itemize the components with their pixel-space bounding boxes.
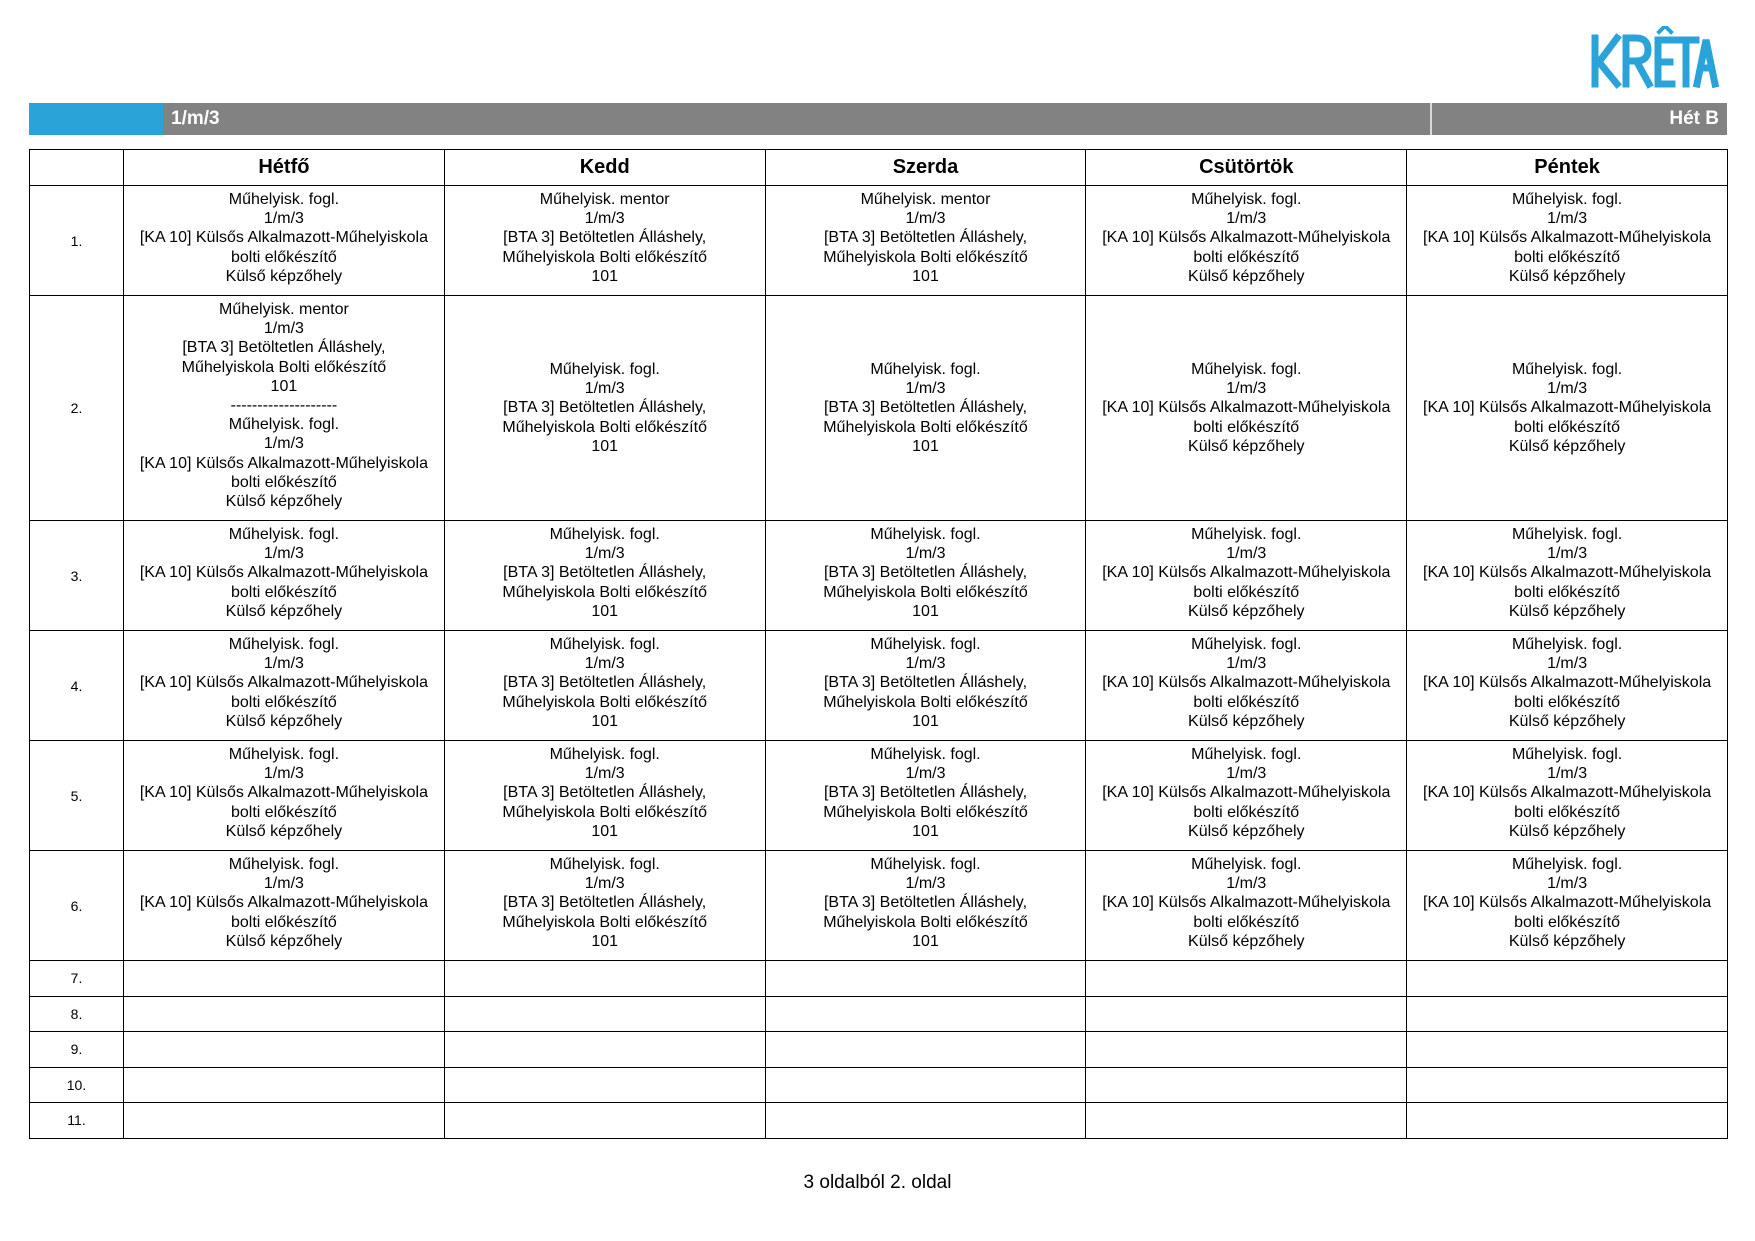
lesson-number: 9. xyxy=(30,1032,124,1068)
lesson-line: Műhelyisk. fogl. xyxy=(1511,191,1623,208)
lesson-cell xyxy=(124,741,445,851)
lesson-cell xyxy=(1086,851,1407,961)
corner-cell xyxy=(30,150,124,186)
lesson-cell xyxy=(444,296,765,521)
lesson-cell xyxy=(444,851,765,961)
lesson-line: [BTA 3] Betöltetlen Álláshely, xyxy=(823,894,1028,912)
lesson-cell xyxy=(124,1103,445,1139)
lesson-line: 1/m/3 xyxy=(263,545,304,563)
lesson-cell xyxy=(1407,296,1728,521)
lesson-number: 10. xyxy=(30,1067,124,1103)
lesson-cell xyxy=(765,1103,1086,1139)
lesson-line: [BTA 3] Betöltetlen Álláshely, xyxy=(823,564,1028,582)
lesson-line: Műhelyisk. fogl. xyxy=(549,856,660,873)
lesson-line: 1/m/3 xyxy=(1547,545,1588,563)
lesson-line: bolti előkészítő xyxy=(1514,913,1620,931)
lesson-line: Műhelyiskola Bolti előkészítő xyxy=(823,693,1028,711)
lesson-line: [KA 10] Külsős Alkalmazott-Műhelyiskola xyxy=(1423,229,1712,247)
lesson-line: Külső képzőhely xyxy=(225,602,343,620)
lesson-line: bolti előkészítő xyxy=(1514,693,1620,711)
lesson-number: 8. xyxy=(30,996,124,1032)
timetable-row xyxy=(30,996,1728,1032)
lesson-line: Műhelyisk. fogl. xyxy=(1511,856,1623,873)
lesson-line: Műhelyisk. fogl. xyxy=(1511,746,1623,763)
lesson-line: 1/m/3 xyxy=(263,875,304,893)
lesson-line: 101 xyxy=(912,822,939,840)
lesson-cell xyxy=(444,186,765,296)
lesson-line: 1/m/3 xyxy=(1226,655,1267,673)
lesson-line: [KA 10] Külsős Alkalmazott-Műhelyiskola xyxy=(1423,784,1712,802)
lesson-number: 4. xyxy=(30,631,124,741)
lesson-cell xyxy=(1407,1103,1728,1139)
lesson-cell xyxy=(1407,996,1728,1032)
lesson-cell xyxy=(444,1067,765,1103)
lesson-cell xyxy=(124,851,445,961)
lesson-line: 101 xyxy=(912,267,939,285)
lesson-line: bolti előkészítő xyxy=(230,583,337,601)
lesson-line: 1/m/3 xyxy=(905,765,946,783)
lesson-cell xyxy=(1407,1067,1728,1103)
lesson-line: Műhelyisk. fogl. xyxy=(1511,636,1623,653)
lesson-cell xyxy=(444,741,765,851)
lesson-line: [KA 10] Külsős Alkalmazott-Műhelyiskola xyxy=(139,229,428,247)
lesson-cell xyxy=(1407,961,1728,997)
timetable-row xyxy=(30,741,1728,851)
lesson-line: 1/m/3 xyxy=(584,765,625,783)
lesson-line: Műhelyisk. fogl. xyxy=(870,360,981,378)
lesson-line: Külső képzőhely xyxy=(225,493,343,511)
lesson-line: Külső képzőhely xyxy=(1188,267,1305,285)
lesson-line: [KA 10] Külsős Alkalmazott-Műhelyiskola xyxy=(139,784,428,802)
lesson-line: Külső képzőhely xyxy=(225,712,343,730)
lesson-line: bolti előkészítő xyxy=(1514,803,1620,821)
lesson-line: Külső képzőhely xyxy=(1508,712,1626,730)
lesson-line: Műhelyisk. fogl. xyxy=(549,526,660,543)
lesson-line: [KA 10] Külsős Alkalmazott-Műhelyiskola xyxy=(1423,674,1712,692)
lesson-line: bolti előkészítő xyxy=(230,473,337,491)
lesson-cell xyxy=(1407,1032,1728,1068)
week-label: Hét B xyxy=(1432,103,1727,135)
lesson-line: Műhelyisk. fogl. xyxy=(549,746,660,763)
lesson-line: 1/m/3 xyxy=(1547,765,1588,783)
lesson-line: Műhelyisk. mentor xyxy=(218,301,349,318)
lesson-cell xyxy=(124,1032,445,1068)
lesson-line: 1/m/3 xyxy=(1547,380,1588,398)
lesson-cell xyxy=(1086,296,1407,521)
lesson-line: Műhelyiskola Bolti előkészítő xyxy=(823,248,1028,266)
lesson-cell xyxy=(765,996,1086,1032)
lesson-line: 1/m/3 xyxy=(584,655,625,673)
lesson-cell xyxy=(765,296,1086,521)
lesson-line: Műhelyisk. fogl. xyxy=(228,416,340,434)
lesson-cell xyxy=(765,521,1086,631)
lesson-cell xyxy=(1086,961,1407,997)
timetable-row xyxy=(30,1103,1728,1139)
lesson-cell xyxy=(124,521,445,631)
lesson-line: 1/m/3 xyxy=(1547,875,1588,893)
lesson-line: [BTA 3] Betöltetlen Álláshely, xyxy=(823,674,1028,692)
lesson-line: [BTA 3] Betöltetlen Álláshely, xyxy=(823,229,1028,247)
lesson-line: 101 xyxy=(912,712,939,730)
lesson-line: Műhelyisk. fogl. xyxy=(549,360,660,378)
lesson-line: 1/m/3 xyxy=(1226,210,1267,228)
lesson-line: bolti előkészítő xyxy=(230,248,337,266)
lesson-line: Műhelyisk. fogl. xyxy=(1511,526,1623,543)
timetable xyxy=(29,149,1728,1139)
lesson-cell xyxy=(765,741,1086,851)
day-header: Csütörtök xyxy=(1086,150,1407,186)
timetable-row xyxy=(30,296,1728,521)
lesson-cell xyxy=(1086,1032,1407,1068)
lesson-cell xyxy=(444,1032,765,1068)
lesson-line: Külső képzőhely xyxy=(1188,602,1305,620)
lesson-cell xyxy=(124,1067,445,1103)
lesson-line: 101 xyxy=(591,437,619,455)
lesson-line: Műhelyiskola Bolti előkészítő xyxy=(502,418,707,436)
lesson-line: 1/m/3 xyxy=(584,210,625,228)
lesson-line: [KA 10] Külsős Alkalmazott-Műhelyiskola xyxy=(1102,674,1391,692)
lesson-line: Műhelyiskola Bolti előkészítő xyxy=(823,913,1028,931)
kreta-logo xyxy=(1590,26,1720,96)
day-header: Hétfő xyxy=(124,150,445,186)
lesson-line: 1/m/3 xyxy=(905,875,946,893)
lesson-cell xyxy=(444,631,765,741)
lesson-cell xyxy=(1086,741,1407,851)
lesson-line: 1/m/3 xyxy=(905,210,946,228)
lesson-line: [KA 10] Külsős Alkalmazott-Műhelyiskola xyxy=(1102,229,1391,247)
timetable-row xyxy=(30,1032,1728,1068)
lesson-line: 101 xyxy=(912,932,939,950)
lesson-cell xyxy=(1086,1067,1407,1103)
lesson-line: Műhelyisk. fogl. xyxy=(870,746,981,763)
lesson-cell xyxy=(1086,186,1407,296)
lesson-cell xyxy=(1086,996,1407,1032)
lesson-line: [BTA 3] Betöltetlen Álláshely, xyxy=(503,674,707,692)
lesson-line: bolti előkészítő xyxy=(1514,248,1620,266)
lesson-cell xyxy=(1086,521,1407,631)
lesson-line: Műhelyisk. fogl. xyxy=(1191,191,1302,208)
lesson-line: 1/m/3 xyxy=(584,545,625,563)
lesson-line: 101 xyxy=(591,822,619,840)
lesson-cell xyxy=(765,631,1086,741)
lesson-line: Műhelyisk. fogl. xyxy=(228,856,340,873)
lesson-line: 1/m/3 xyxy=(263,765,304,783)
lesson-line: [KA 10] Külsős Alkalmazott-Műhelyiskola xyxy=(139,674,428,692)
lesson-line: bolti előkészítő xyxy=(1193,693,1300,711)
timetable-row xyxy=(30,631,1728,741)
lesson-line: 1/m/3 xyxy=(1547,210,1588,228)
lesson-line: [BTA 3] Betöltetlen Álláshely, xyxy=(503,229,707,247)
lesson-cell xyxy=(1086,631,1407,741)
lesson-line: bolti előkészítő xyxy=(1514,418,1620,436)
lesson-line: Külső képzőhely xyxy=(1508,437,1626,455)
lesson-line: [KA 10] Külsős Alkalmazott-Műhelyiskola xyxy=(139,564,428,582)
lesson-line: Külső képzőhely xyxy=(1508,822,1626,840)
lesson-cell xyxy=(444,521,765,631)
lesson-cell xyxy=(1407,521,1728,631)
lesson-line: Külső képzőhely xyxy=(1188,932,1305,950)
lesson-line: Külső képzőhely xyxy=(1508,267,1626,285)
lesson-cell xyxy=(124,996,445,1032)
lesson-cell xyxy=(1407,186,1728,296)
lesson-line: 1/m/3 xyxy=(905,655,946,673)
lesson-line: 101 xyxy=(912,437,939,455)
lesson-cell xyxy=(765,186,1086,296)
lesson-cell xyxy=(765,1032,1086,1068)
lesson-cell xyxy=(124,961,445,997)
lesson-number: 7. xyxy=(30,961,124,997)
lesson-line: [BTA 3] Betöltetlen Álláshely, xyxy=(823,399,1028,417)
lesson-line: Külső képzőhely xyxy=(225,267,343,285)
lesson-line: 1/m/3 xyxy=(1226,380,1267,398)
timetable-row xyxy=(30,1067,1728,1103)
day-header-row xyxy=(30,150,1728,186)
lesson-line: 1/m/3 xyxy=(263,435,304,453)
lesson-line: 1/m/3 xyxy=(263,210,304,228)
lesson-line: Műhelyisk. fogl. xyxy=(1191,360,1302,378)
lesson-line: Műhelyisk. fogl. xyxy=(1191,856,1302,873)
lesson-line: bolti előkészítő xyxy=(1193,418,1300,436)
lesson-line: 1/m/3 xyxy=(1226,875,1267,893)
lesson-line: Műhelyisk. fogl. xyxy=(870,526,981,543)
lesson-line: bolti előkészítő xyxy=(1193,803,1300,821)
lesson-line: [BTA 3] Betöltetlen Álláshely, xyxy=(182,339,386,357)
lesson-line: bolti előkészítő xyxy=(230,803,337,821)
lesson-cell xyxy=(444,996,765,1032)
lesson-cell xyxy=(124,186,445,296)
day-header: Szerda xyxy=(765,150,1086,186)
lesson-line: 1/m/3 xyxy=(905,545,946,563)
lesson-line: Műhelyiskola Bolti előkészítő xyxy=(502,583,707,601)
lesson-line: Műhelyiskola Bolti előkészítő xyxy=(823,418,1028,436)
lesson-line: [KA 10] Külsős Alkalmazott-Műhelyiskola xyxy=(1102,399,1391,417)
page-number: 3 oldalból 2. oldal xyxy=(803,1172,952,1193)
lesson-line: [KA 10] Külsős Alkalmazott-Műhelyiskola xyxy=(1102,894,1391,912)
lesson-line: Műhelyisk. fogl. xyxy=(228,191,340,208)
lesson-number: 5. xyxy=(30,741,124,851)
lesson-line: [KA 10] Külsős Alkalmazott-Műhelyiskola xyxy=(139,454,428,472)
lesson-line: Műhelyisk. fogl. xyxy=(1191,526,1302,543)
lesson-line: [BTA 3] Betöltetlen Álláshely, xyxy=(503,564,707,582)
timetable-row xyxy=(30,961,1728,997)
day-header: Kedd xyxy=(444,150,765,186)
lesson-line: bolti előkészítő xyxy=(230,913,337,931)
title-bar xyxy=(29,103,1727,135)
lesson-line: Műhelyiskola Bolti előkészítő xyxy=(181,358,387,376)
lesson-line: Műhelyisk. fogl. xyxy=(549,636,660,653)
lesson-line: 1/m/3 xyxy=(584,380,625,398)
timetable-body xyxy=(30,186,1728,1139)
lesson-cell xyxy=(1407,631,1728,741)
lesson-line: 1/m/3 xyxy=(263,320,304,338)
lesson-line: [KA 10] Külsős Alkalmazott-Műhelyiskola xyxy=(139,894,428,912)
lesson-line: Műhelyiskola Bolti előkészítő xyxy=(502,913,707,931)
lesson-line: 1/m/3 xyxy=(1226,545,1267,563)
lesson-line: bolti előkészítő xyxy=(1193,583,1300,601)
lesson-line: -------------------- xyxy=(230,397,338,415)
lesson-line: 1/m/3 xyxy=(584,875,625,893)
lesson-line: Külső képzőhely xyxy=(1188,437,1305,455)
lesson-line: 101 xyxy=(591,712,619,730)
lesson-line: Műhelyisk. mentor xyxy=(860,191,991,208)
lesson-cell xyxy=(124,631,445,741)
lesson-line: Műhelyiskola Bolti előkészítő xyxy=(502,693,707,711)
lesson-cell xyxy=(1086,1103,1407,1139)
lesson-cell xyxy=(765,961,1086,997)
lesson-line: 101 xyxy=(270,377,298,395)
lesson-cell xyxy=(124,296,445,521)
lesson-line: 1/m/3 xyxy=(1226,765,1267,783)
lesson-line: [KA 10] Külsős Alkalmazott-Műhelyiskola xyxy=(1102,784,1391,802)
lesson-cell xyxy=(444,1103,765,1139)
lesson-line: 101 xyxy=(591,267,619,285)
lesson-line: Műhelyisk. fogl. xyxy=(870,856,981,873)
timetable-row xyxy=(30,521,1728,631)
lesson-line: 101 xyxy=(912,602,939,620)
lesson-line: [BTA 3] Betöltetlen Álláshely, xyxy=(503,399,707,417)
lesson-line: 1/m/3 xyxy=(263,655,304,673)
lesson-line: Műhelyiskola Bolti előkészítő xyxy=(823,583,1028,601)
day-header: Péntek xyxy=(1407,150,1728,186)
lesson-line: Műhelyisk. fogl. xyxy=(1191,636,1302,653)
timetable-row xyxy=(30,851,1728,961)
lesson-line: Műhelyisk. fogl. xyxy=(228,526,340,543)
lesson-number: 3. xyxy=(30,521,124,631)
lesson-line: Műhelyiskola Bolti előkészítő xyxy=(823,803,1028,821)
lesson-line: Külső képzőhely xyxy=(1508,602,1626,620)
lesson-line: 101 xyxy=(591,932,619,950)
lesson-line: Külső képzőhely xyxy=(225,822,343,840)
timetable-row xyxy=(30,186,1728,296)
title-accent-block xyxy=(29,103,163,135)
lesson-line: Külső képzőhely xyxy=(225,932,343,950)
lesson-line: bolti előkészítő xyxy=(230,693,337,711)
lesson-line: Műhelyiskola Bolti előkészítő xyxy=(502,248,707,266)
lesson-line: [KA 10] Külsős Alkalmazott-Műhelyiskola xyxy=(1423,399,1712,417)
lesson-line: 101 xyxy=(591,602,619,620)
lesson-line: bolti előkészítő xyxy=(1193,913,1300,931)
lesson-line: [KA 10] Külsős Alkalmazott-Műhelyiskola xyxy=(1423,894,1712,912)
lesson-line: bolti előkészítő xyxy=(1193,248,1300,266)
lesson-line: Műhelyisk. fogl. xyxy=(228,636,340,653)
lesson-line: 1/m/3 xyxy=(1547,655,1588,673)
lesson-line: Külső képzőhely xyxy=(1508,932,1626,950)
lesson-number: 6. xyxy=(30,851,124,961)
lesson-line: [BTA 3] Betöltetlen Álláshely, xyxy=(823,784,1028,802)
lesson-line: Műhelyisk. fogl. xyxy=(1191,746,1302,763)
lesson-number: 11. xyxy=(30,1103,124,1139)
lesson-line: Műhelyisk. fogl. xyxy=(870,636,981,653)
lesson-line: Külső képzőhely xyxy=(1188,822,1305,840)
lesson-line: Műhelyisk. fogl. xyxy=(228,746,340,763)
lesson-number: 2. xyxy=(30,296,124,521)
lesson-cell xyxy=(765,1067,1086,1103)
lesson-cell xyxy=(765,851,1086,961)
lesson-line: [KA 10] Külsős Alkalmazott-Műhelyiskola xyxy=(1102,564,1391,582)
lesson-number: 1. xyxy=(30,186,124,296)
lesson-cell xyxy=(444,961,765,997)
lesson-line: 1/m/3 xyxy=(905,380,946,398)
lesson-line: Műhelyisk. mentor xyxy=(539,191,670,208)
lesson-line: bolti előkészítő xyxy=(1514,583,1620,601)
lesson-line: [BTA 3] Betöltetlen Álláshely, xyxy=(503,784,707,802)
lesson-cell xyxy=(1407,741,1728,851)
lesson-cell xyxy=(1407,851,1728,961)
class-name: 1/m/3 xyxy=(163,103,1430,135)
lesson-line: Külső képzőhely xyxy=(1188,712,1305,730)
lesson-line: Műhelyiskola Bolti előkészítő xyxy=(502,803,707,821)
lesson-line: [KA 10] Külsős Alkalmazott-Műhelyiskola xyxy=(1423,564,1712,582)
lesson-line: [BTA 3] Betöltetlen Álláshely, xyxy=(503,894,707,912)
lesson-line: Műhelyisk. fogl. xyxy=(1511,360,1623,378)
